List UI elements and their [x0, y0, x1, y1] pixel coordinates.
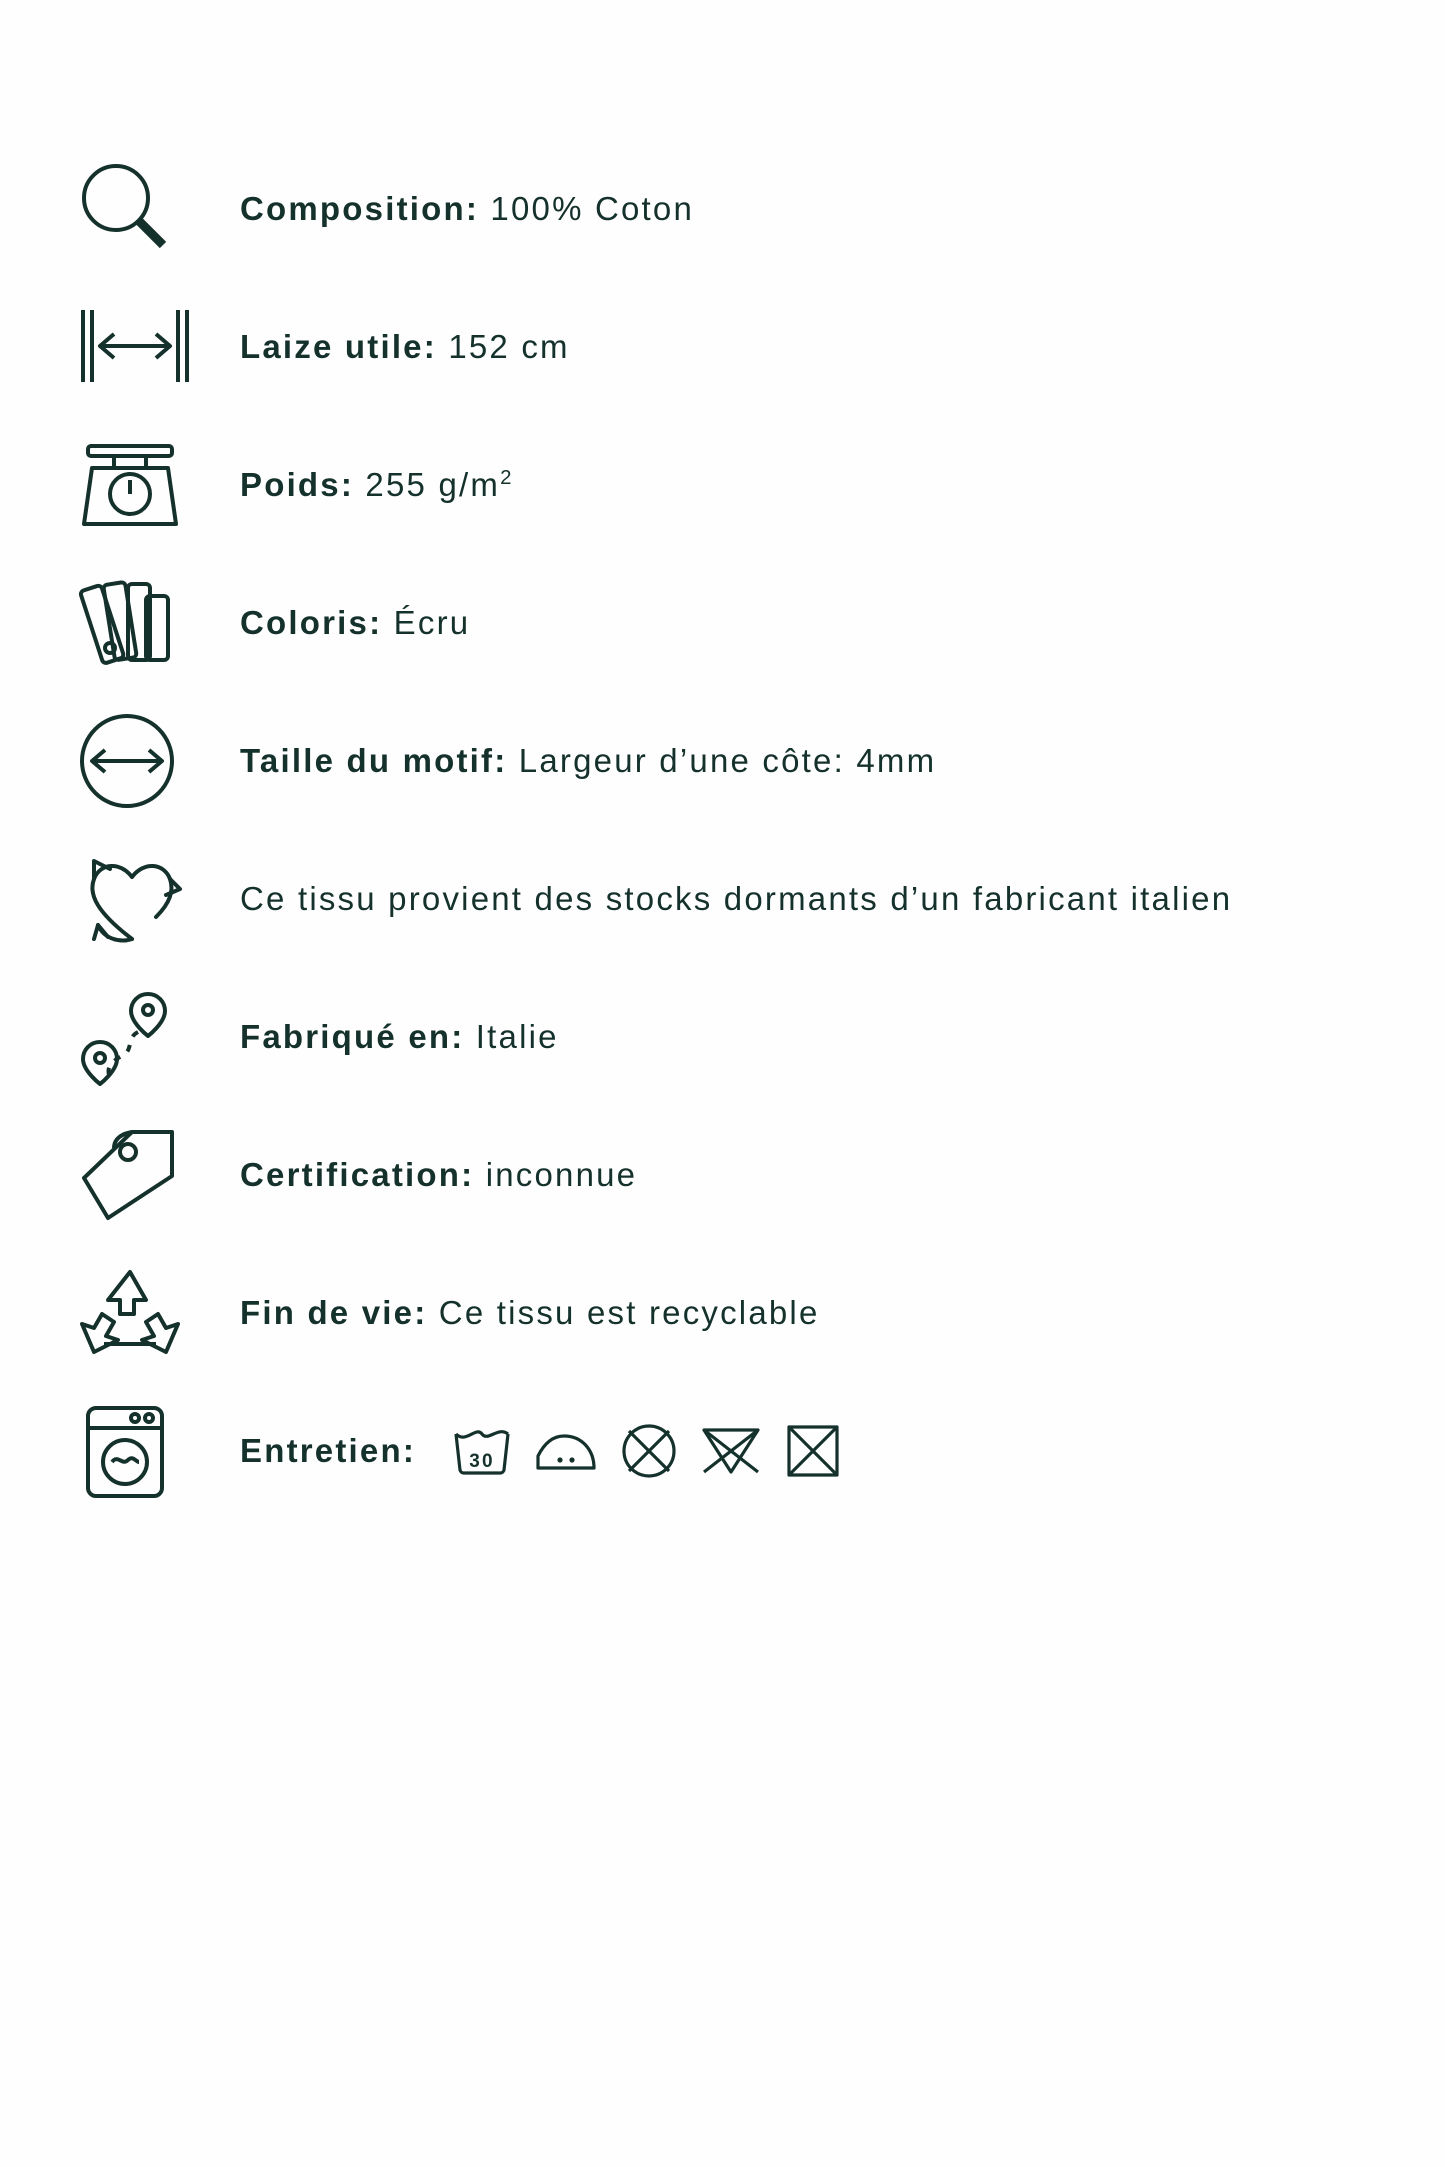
- spec-label: Composition:: [240, 190, 480, 228]
- care-symbols: [450, 1422, 844, 1480]
- spec-list: [0, 140, 1445, 1520]
- spec-label: Poids:: [240, 466, 355, 504]
- spec-text-pattern-size: [220, 736, 936, 786]
- spec-label: Taille du motif:: [240, 742, 508, 780]
- spec-value: Ce tissu provient des stocks dormants d’un fabricant italien: [240, 880, 1233, 918]
- spec-row-color: [0, 554, 1445, 692]
- spec-value: Italie: [475, 1018, 559, 1056]
- spec-text-width: [220, 322, 570, 372]
- spec-label: Fabriqué en:: [240, 1018, 465, 1056]
- magnifier-icon: [70, 149, 220, 269]
- spec-label: Coloris:: [240, 604, 383, 642]
- no-dry-clean-icon: [782, 1422, 844, 1480]
- spec-text-weight: [220, 460, 511, 510]
- spec-text-origin-story: [220, 874, 1232, 924]
- color-swatches-icon: [70, 563, 220, 683]
- spec-row-certification: [0, 1106, 1445, 1244]
- spec-value: Ce tissu est recyclable: [438, 1294, 820, 1332]
- spec-value-exponent: 2: [500, 466, 512, 490]
- map-route-pin-icon: [70, 977, 220, 1097]
- spec-text-care: [220, 1422, 844, 1480]
- spec-text-made-in: [220, 1012, 559, 1062]
- spec-value: Largeur d’une côte: 4mm: [518, 742, 937, 780]
- spec-row-end-of-life: [0, 1244, 1445, 1382]
- svg-text:30: 30: [469, 1451, 495, 1472]
- wash-30-icon: [450, 1422, 514, 1480]
- spec-label: Laize utile:: [240, 328, 437, 366]
- spec-value: 152 cm: [448, 328, 570, 366]
- spec-row-composition: [0, 140, 1445, 278]
- spec-value: 100% Coton: [490, 190, 695, 228]
- no-bleach-icon: [618, 1422, 680, 1480]
- spec-text-certification: [220, 1150, 637, 1200]
- scale-weight-icon: [70, 425, 220, 545]
- spec-label: Fin de vie:: [240, 1294, 428, 1332]
- spec-text-end-of-life: [220, 1288, 820, 1338]
- price-tag-icon: [70, 1115, 220, 1235]
- spec-label: Certification:: [240, 1156, 475, 1194]
- pattern-size-icon: [70, 701, 220, 821]
- no-tumble-dry-icon: [698, 1422, 764, 1480]
- spec-label: Entretien:: [240, 1432, 417, 1470]
- spec-row-made-in: [0, 968, 1445, 1106]
- width-measure-icon: [70, 287, 220, 407]
- spec-text-composition: [220, 184, 694, 234]
- washing-machine-icon: [70, 1391, 220, 1511]
- spec-value: 255 g/m: [365, 466, 501, 504]
- spec-row-care: [0, 1382, 1445, 1520]
- spec-row-weight: [0, 416, 1445, 554]
- spec-value: inconnue: [485, 1156, 638, 1194]
- recycle-icon: [70, 1253, 220, 1373]
- spec-text-color: [220, 598, 470, 648]
- spec-row-pattern-size: [0, 692, 1445, 830]
- spec-row-width: [0, 278, 1445, 416]
- spec-value: Écru: [393, 604, 471, 642]
- heart-arrows-icon: [70, 839, 220, 959]
- spec-row-origin-story: [0, 830, 1445, 968]
- iron-low-icon: [532, 1422, 600, 1480]
